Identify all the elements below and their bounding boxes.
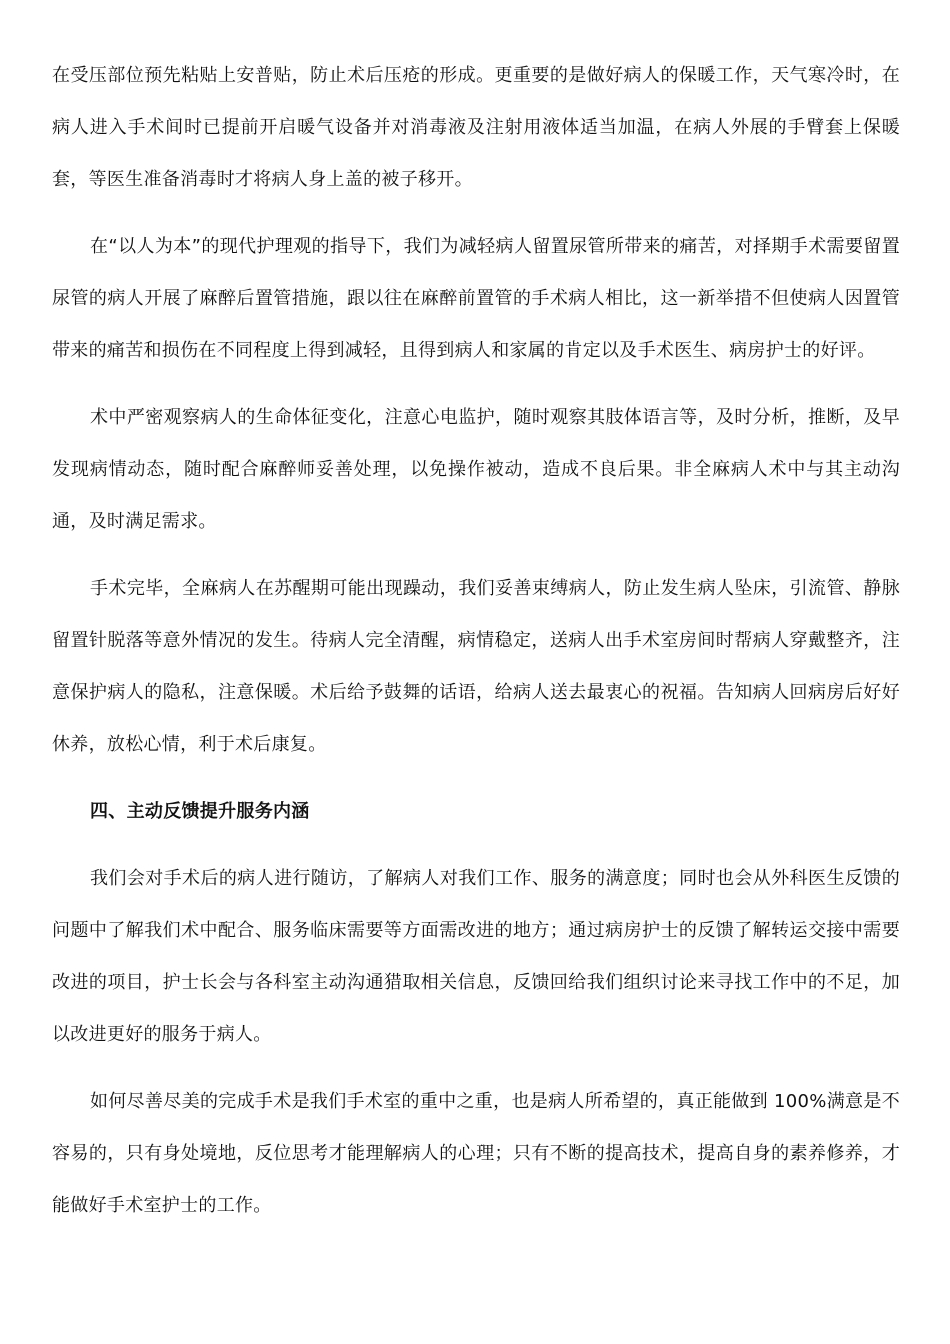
paragraph-catheter: 在“以人为本”的现代护理观的指导下，我们为减轻病人留置尿管所带来的痛苦，对择期手术需要留置尿管的病人开展了麻醉后置管措施，跟以往在麻醉前置管的手术病人相比，这一新举措不但使病人因置管带来的痛苦和损伤在不同程度上得到减轻，且得到病人和家属的肯定以及手术医生、病房护士的好评。: [52, 236, 900, 361]
paragraph-recovery: 手术完毕，全麻病人在苏醒期可能出现躁动，我们妥善束缚病人，防止发生病人坠床，引流管、静脉留置针脱落等意外情况的发生。待病人完全清醒，病情稳定，送病人出手术室房间时帮病人穿戴整齐，注意保护病人的隐私，注意保暖。术后给予鼓舞的话语，给病人送去最衷心的祝福。告知病人回病房后好好休养，放松心情，利于术后康复。: [52, 578, 900, 755]
paragraph-conclusion: 如何尽善尽美的完成手术是我们手术室的重中之重，也是病人所希望的，真正能做到 100%满意是不容易的，只有身处境地，反位思考才能理解病人的心理；只有不断的提高技术，提高自身的素养修养，才能做好手术室护士的工作。: [52, 1091, 900, 1216]
paragraph-feedback: 我们会对手术后的病人进行随访，了解病人对我们工作、服务的满意度；同时也会从外科医生反馈的问题中了解我们术中配合、服务临床需要等方面需改进的地方；通过病房护士的反馈了解转运交接中需要改进的项目，护士长会与各科室主动沟通猎取相关信息，反馈回给我们组织讨论来寻找工作中的不足，加以改进更好的服务于病人。: [52, 868, 900, 1045]
paragraph-continuation: 在受压部位预先粘贴上安普贴，防止术后压疮的形成。更重要的是做好病人的保暖工作，天气寒冷时，在病人进入手术间时已提前开启暖气设备并对消毒液及注射用液体适当加温，在病人外展的手臂套上保暖套，等医生准备消毒时才将病人身上盖的被子移开。: [52, 65, 900, 190]
paragraph-monitoring: 术中严密观察病人的生命体征变化，注意心电监护，随时观察其肢体语言等，及时分析，推断，及早发现病情动态，随时配合麻醉师妥善处理，以免操作被动，造成不良后果。非全麻病人术中与其主动沟通，及时满足需求。: [52, 407, 900, 532]
section-heading: 四、主动反馈提升服务内涵: [90, 801, 310, 822]
document-page: [52, 50, 900, 1232]
